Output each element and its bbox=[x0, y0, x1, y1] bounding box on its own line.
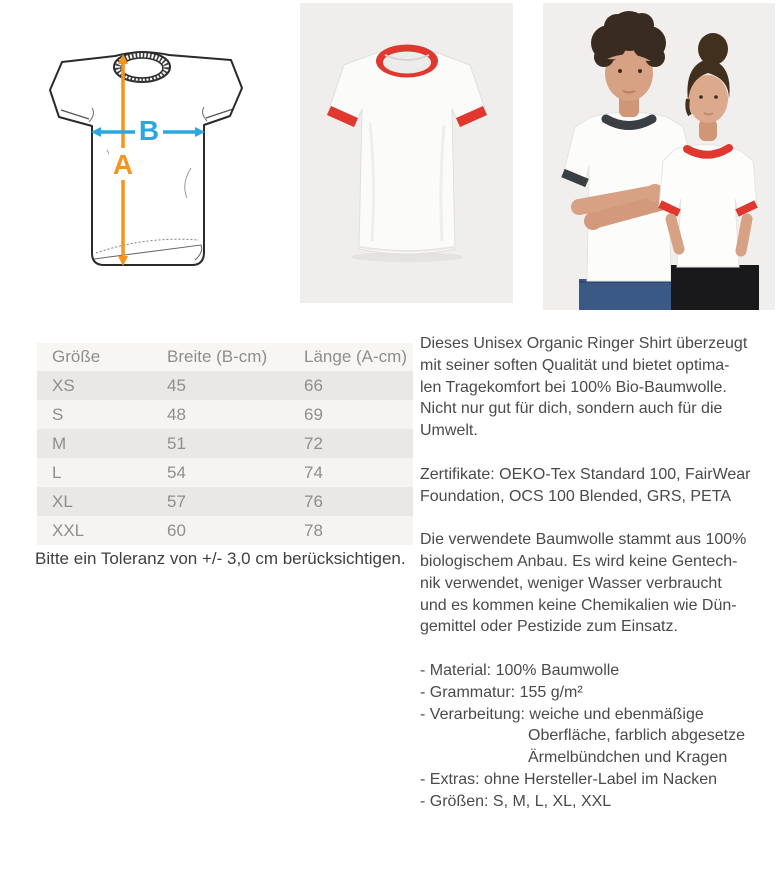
description-line: len Tragekomfort bei 100% Bio-Baumwolle. bbox=[420, 378, 727, 396]
table-row: XL 57 76 bbox=[37, 487, 413, 516]
ringer-shirt-illustration bbox=[300, 3, 513, 303]
tshirt-outline bbox=[50, 52, 242, 265]
table-row: XS 45 66 bbox=[37, 371, 413, 400]
table-row: L 54 74 bbox=[37, 458, 413, 487]
col-header-breite: Breite (B-cm) bbox=[166, 343, 303, 371]
size-measurement-diagram bbox=[45, 40, 267, 290]
product-photo-ringer-shirt bbox=[300, 3, 513, 303]
col-header-laenge: Länge (A-cm) bbox=[303, 343, 413, 371]
description-bullet-continuation: Oberfläche, farblich abgesetze bbox=[528, 727, 746, 745]
description-bullet: - Material: 100% Baumwolle bbox=[420, 661, 620, 679]
description-bullet: - Grammatur: 155 g/m² bbox=[420, 683, 583, 701]
models-photo bbox=[543, 3, 775, 310]
product-description bbox=[420, 333, 772, 813]
tolerance-note: Bitte ein Toleranz von +/- 3,0 cm berücksichtigen. bbox=[35, 549, 406, 568]
description-line: biologischem Anbau. Es wird keine Gentech- bbox=[420, 552, 738, 570]
description-line: Dieses Unisex Organic Ringer Shirt überzeugt bbox=[420, 335, 748, 352]
length-label: A bbox=[112, 149, 134, 180]
description-line: und es kommen keine Chemikalien wie Dün- bbox=[420, 596, 737, 614]
width-label: B bbox=[138, 115, 160, 146]
table-row: S 48 69 bbox=[37, 400, 413, 429]
description-blank-line bbox=[420, 507, 772, 529]
description-blank-line bbox=[420, 638, 772, 660]
description-bullet: - Extras: ohne Hersteller-Label im Nacken bbox=[420, 770, 718, 788]
tshirt-line-drawing bbox=[45, 40, 267, 290]
table-row: XXL 60 78 bbox=[37, 516, 413, 545]
description-bullet: - Verarbeitung: weiche und ebenmäßige bbox=[420, 705, 704, 723]
description-line: Die verwendete Baumwolle stammt aus 100% bbox=[420, 531, 747, 549]
description-line: Zertifikate: OEKO-Tex Standard 100, FairWear bbox=[420, 465, 751, 483]
description-bullet: - Größen: S, M, L, XL, XXL bbox=[420, 792, 612, 810]
description-line: mit seiner soften Qualität und bietet optima- bbox=[420, 356, 730, 374]
description-line: nik verwendet, weniger Wasser verbraucht bbox=[420, 574, 722, 592]
description-blank-line bbox=[420, 442, 772, 464]
size-table bbox=[37, 343, 413, 545]
size-table-header-row bbox=[37, 343, 413, 371]
description-line: Nicht nur gut für dich, sondern auch für die bbox=[420, 400, 723, 418]
description-line: gemittel oder Pestizide zum Einsatz. bbox=[420, 618, 678, 636]
col-header-groesse: Größe bbox=[37, 343, 166, 371]
models-illustration bbox=[543, 3, 775, 310]
description-bullet-continuation: Ärmelbündchen und Kragen bbox=[528, 749, 728, 767]
description-line: Foundation, OCS 100 Blended, GRS, PETA bbox=[420, 487, 731, 505]
description-line: Umwelt. bbox=[420, 422, 478, 440]
table-row: M 51 72 bbox=[37, 429, 413, 458]
